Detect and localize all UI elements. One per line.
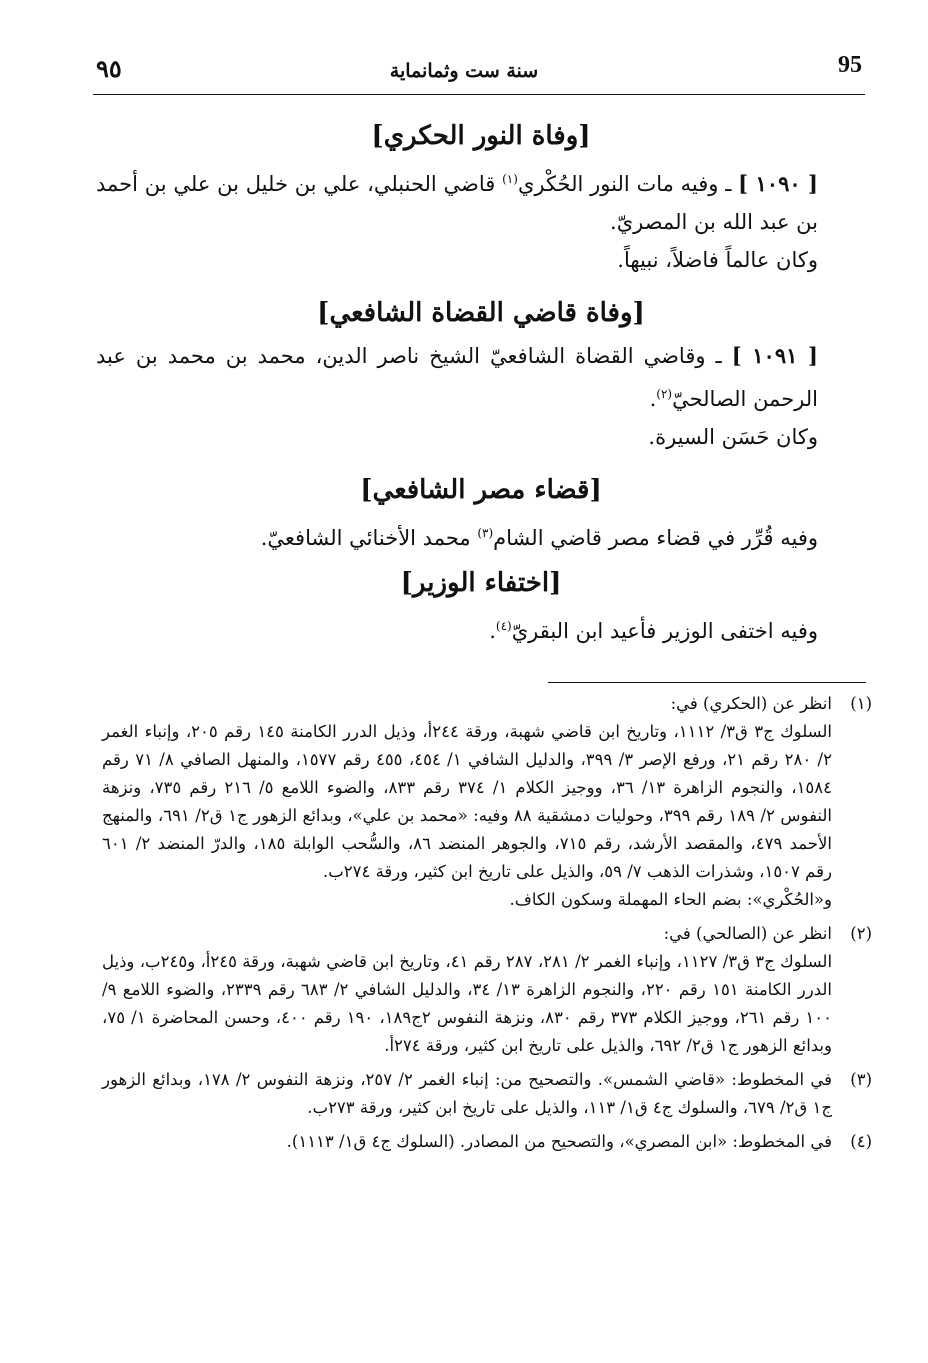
- footnote-reference[interactable]: (٣): [477, 526, 494, 540]
- section-heading: [قضاء مصر الشافعي]: [360, 475, 602, 505]
- footnote: [102, 920, 872, 1060]
- footnote: [102, 1128, 872, 1156]
- entry-number: [ ١٠٩٠ ]: [738, 171, 818, 196]
- footnote-line: السلوك ج٣ ق٣/ ١١٢٧، وإنباء الغمر ٢/ ٢٨١، ٢٨٧ رقم ٤١، وتاريخ ابن قاضي شهبة، ورقة ٢٤٥أ، و٢٤٥ب، وذيل الدرر الكامنة ١٥١ رقم ٢٢٠، والنجوم الزاهرة ١٣/ ٣٤، والدليل الشافي ٢/ ٦٨٣ رقم ٢٣٣٩، والضوء اللامع ٩/ ١٠٠ رقم ٢٦١، ووجيز الكلام ٣٧٣ رقم ٨٣٠، ونزهة النفوس ٢ج١٨٩، ١٩٠ رقم ٤٠٠، وحسن المحاضرة ١/ ٧٥، وبدائع الزهور ج١ ق٢/ ٦٩٢، والذيل على تاريخ ابن كثير، ورقة ٢٧٤أ.: [102, 952, 833, 1055]
- footnote-line: في المخطوط: «قاضي الشمس». والتصحيح من: إنباء الغمر ٢/ ٢٥٧، ونزهة النفوس ٢/ ١٧٨، وبدائع الزهور ج١ ق٢/ ٦٧٩، والسلوك ج٤ ق١/ ١١٣، والذيل على تاريخ ابن كثير، ورقة ٢٧٣ب.: [102, 1070, 833, 1117]
- main-text: [96, 108, 866, 650]
- entry-paragraph: [96, 337, 866, 418]
- paragraph-text: وفيه قُرِّر في قضاء مصر قاضي الشام: [493, 526, 818, 550]
- paragraph-text: ـ وقاضي القضاة الشافعيّ الشيخ ناصر الدين، محمد بن محمد بن عبد الرحمن الصالحيّ: [96, 344, 818, 411]
- footnote-reference[interactable]: (٤): [495, 619, 512, 633]
- paragraph: وكان عالماً فاضلاً، نبيهاً.: [617, 248, 818, 272]
- footnote-marker: (١): [850, 694, 872, 713]
- entry-number: [ ١٠٩١ ]: [731, 343, 818, 368]
- section-heading: [وفاة النور الحكري]: [371, 121, 591, 151]
- footnote-reference[interactable]: (٢): [656, 387, 673, 401]
- footnote-marker: (٤): [850, 1132, 872, 1151]
- page-number-latin: 95: [838, 52, 862, 78]
- paragraph-text: وفيه اختفى الوزير فأعيد ابن البقريّ: [511, 619, 818, 643]
- footnote-line: انظر عن (الحكري) في:: [670, 694, 832, 713]
- paragraph-text: .: [489, 619, 496, 643]
- running-title: سنة ست وثمانماية: [389, 60, 539, 82]
- paragraph: [96, 514, 866, 557]
- entry-paragraph: [96, 160, 866, 241]
- footnote-marker: (٣): [850, 1070, 872, 1089]
- paragraph-text: ـ وفيه مات النور الحُكْري: [517, 172, 739, 196]
- paragraph-text: قاضي الحنبلي، علي بن خليل بن علي بن أحمد بن عبد الله بن المصريّ.: [96, 172, 818, 234]
- section-heading: [اختفاء الوزير]: [400, 568, 562, 598]
- footnote: [102, 1066, 872, 1122]
- paragraph-text: محمد الأخنائي الشافعيّ.: [260, 526, 478, 550]
- paragraph: وكان حَسَن السيرة.: [648, 425, 818, 449]
- footnote-line: السلوك ج٣ ق٣/ ١١١٢، وتاريخ ابن قاضي شهبة، ورقة ٢٤٤أ، وذيل الدرر الكامنة ١٤٥ رقم ٢٠٥، وإنباء الغمر ٢/ ٢٨٠ رقم ٢١، ورفع الإصر ٣/ ٣٩٩، والدليل الشافي ١/ ٤٥٤، ٤٥٥ رقم ١٥٧٧، والمنهل الصافي ٨/ ٧١ رقم ١٥٨٤، والنجوم الزاهرة ١٣/ ٣٦، ووجيز الكلام ١/ ٣٧٤ رقم ٨٣٣، والضوء اللامع ٥/ ٢١٦ رقم ٧٣٥، ونزهة النفوس ٢/ ١٨٩ رقم ٣٩٩، وحوليات دمشقية ٨٨ وفيه: «محمد بن علي»، وبدائع الزهور ج١ ق٢/ ٦٩١، والمنهج الأحمد ٤٧٩، والمقصد الأرشد، رقم ٧١٥، والجوهر المنضد ٨٦، والسُّحب الوابلة ١٨٥، والدرّ المنضد ٢/ ٦٠١ رقم ١٥٠٧، وشذرات الذهب ٧/ ٥٩، والذيل على تاريخ ابن كثير، ورقة ٢٧٤ب.: [102, 722, 833, 881]
- footnote: [102, 690, 872, 914]
- footnote-line: في المخطوط: «ابن المصري»، والتصحيح من المصادر. (السلوك ج٤ ق١/ ١١١٣).: [286, 1132, 832, 1151]
- footnote-line: انظر عن (الصالحي) في:: [663, 924, 832, 943]
- footnote-rule: [548, 682, 866, 683]
- header-rule: [93, 94, 865, 95]
- paragraph-text: .: [649, 387, 657, 411]
- paragraph: [96, 607, 866, 650]
- footnote-line: و«الحُكْري»: بضم الحاء المهملة وسكون الكاف.: [509, 890, 832, 909]
- footnote-reference[interactable]: (١): [502, 172, 518, 186]
- page-number-arabic: ٩٥: [96, 54, 122, 83]
- footnote-marker: (٢): [850, 924, 872, 943]
- section-heading: [وفاة قاضي القضاة الشافعي]: [317, 298, 645, 328]
- footnotes: [102, 690, 872, 1162]
